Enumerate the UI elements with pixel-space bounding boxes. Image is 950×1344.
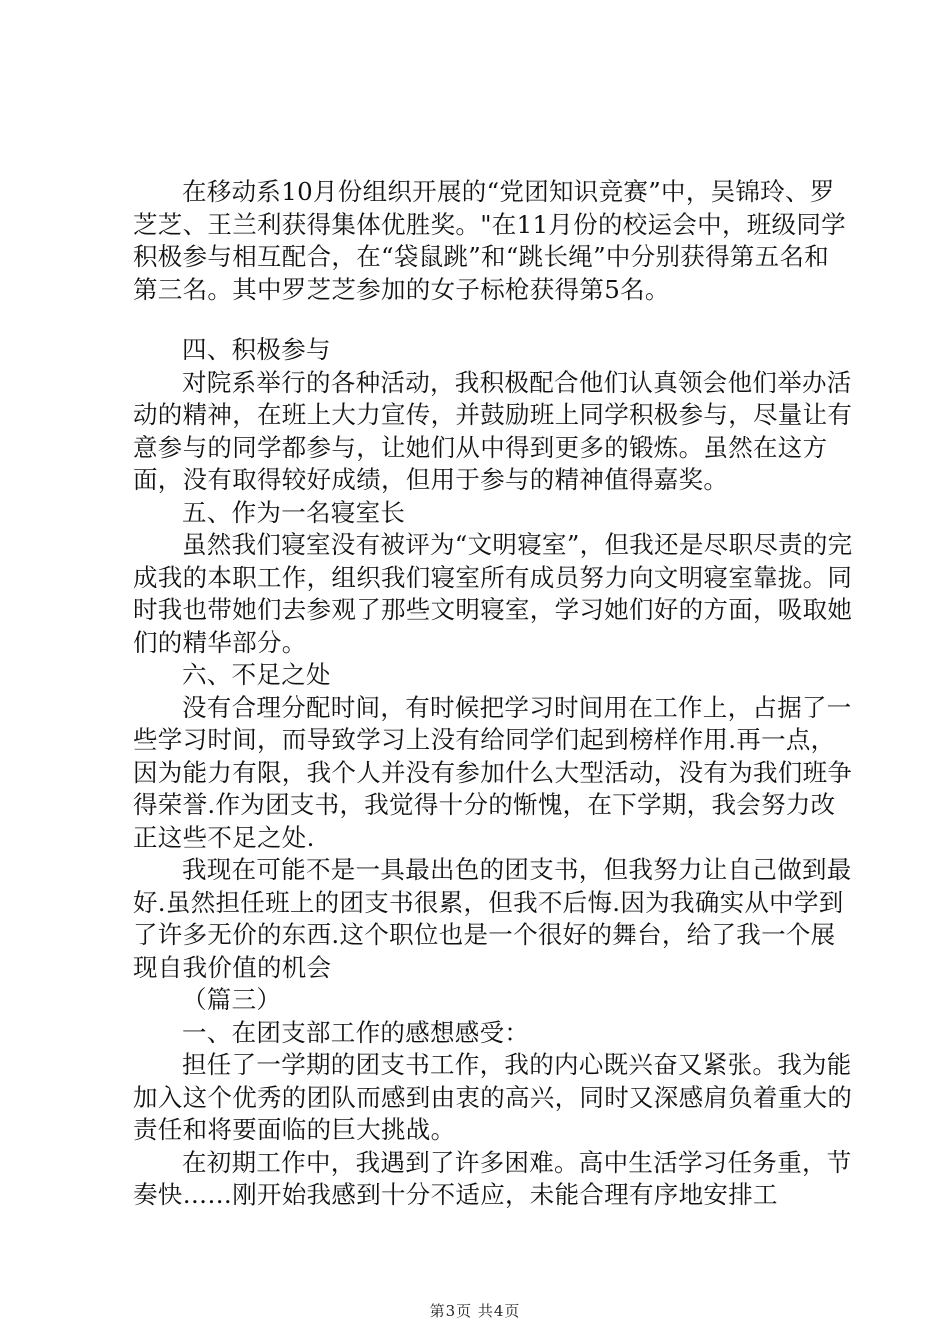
document-body	[133, 176, 853, 1212]
paragraph-shortcomings: 没有合理分配时间，有时候把学习时间用在工作上，占据了一些学习时间，而导致学习上没有给同学们起到榜样作用.再一点，因为能力有限，我个人并没有参加什么大型活动，没有为我们班争得荣誉.作为团支书，我觉得十分的惭愧，在下学期，我会努力改正这些不足之处.	[133, 692, 853, 852]
paragraph-gap	[133, 306, 853, 334]
heading-active-participation: 四、积极参与	[182, 335, 331, 364]
heading-feelings: 一、在团支部工作的感想感受：	[182, 1017, 530, 1047]
paragraph-feelings: 担任了一学期的团支书工作，我的内心既兴奋又紧张。我为能加入这个优秀的团队而感到由衷的高兴，同时又深感肩负着重大的责任和将要面临的巨大挑战。	[133, 1050, 853, 1144]
heading-dorm-leader: 五、作为一名寝室长	[182, 497, 406, 527]
heading-part-three: （篇三）	[182, 985, 282, 1014]
heading-shortcomings: 六、不足之处	[182, 660, 331, 689]
paragraph-reflection: 我现在可能不是一具最出色的团支书，但我努力让自己做到最好.虽然担任班上的团支书很累，但我不后悔.因为我确实从中学到了许多无价的东西.这个职位也是一个很好的舞台，给了我一个展现自我价值的机会	[133, 855, 852, 982]
page-footer: 第3页 共4页	[429, 1302, 521, 1320]
paragraph-early-work: 在初期工作中，我遇到了许多困难。高中生活学习任务重，节奏快……刚开始我感到十分不适应，未能合理有序地安排工	[133, 1147, 852, 1209]
paragraph-participation: 对院系举行的各种活动，我积极配合他们认真领会他们举办活动的精神，在班上大力宣传，并鼓励班上同学积极参与，尽量让有意参与的同学都参与，让她们从中得到更多的锻炼。虽然在这方面，没有取得较好成绩，但用于参与的精神值得嘉奖。	[133, 367, 853, 494]
paragraph-dorm: 虽然我们寝室没有被评为“文明寝室”，但我还是尽职尽责的完成我的本职工作，组织我们寝室所有成员努力向文明寝室靠拢。同时我也带她们去参观了那些文明寝室，学习她们好的方面，吸取她们的精华部分。	[133, 530, 853, 657]
paragraph-competition: 在移动系10月份组织开展的“党团知识竞赛”中，吴锦玲、罗芝芝、王兰利获得集体优胜奖。"在11月份的校运会中，班级同学积极参与相互配合，在“袋鼠跳”和“跳长绳”中分别获得第五名和第三名。其中罗芝芝参加的女子标枪获得第5名。	[133, 177, 846, 304]
